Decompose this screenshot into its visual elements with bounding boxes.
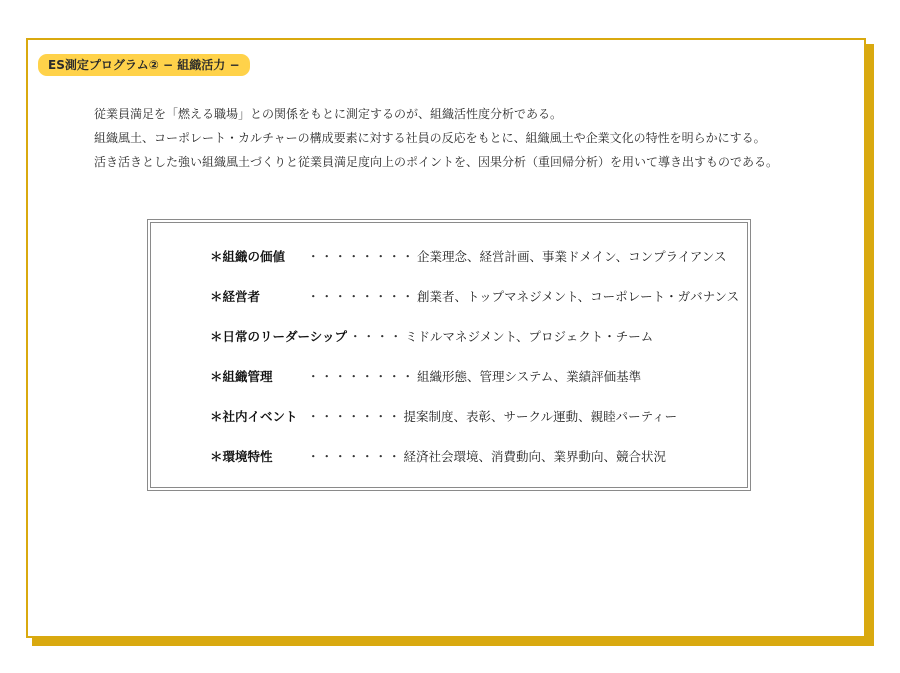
factor-list: [210, 245, 740, 485]
leader-dots: ・・・・: [349, 329, 404, 344]
factor-label: ＊日常のリーダーシップ: [210, 329, 348, 344]
factor-item-daily-leadership: [210, 325, 730, 365]
intro-text: [94, 102, 834, 174]
leader-dots: ・・・・・・・・: [307, 289, 416, 304]
factor-description: 経済社会環境、消費動向、業界動向、競合状況: [403, 449, 667, 464]
factor-item-organization-value: [210, 245, 730, 285]
factor-label: ＊経営者: [210, 289, 261, 304]
factor-item-environment: [210, 445, 730, 485]
factor-description: 創業者、トップマネジメント、コーポレート・ガバナンス: [417, 289, 740, 304]
factor-description: ミドルマネジメント、プロジェクト・チーム: [405, 329, 654, 344]
intro-line: 従業員満足を「燃える職場」との関係をもとに測定するのが、組織活性度分析である。: [94, 107, 563, 121]
leader-dots: ・・・・・・・・: [307, 249, 416, 264]
factor-label: ＊社内イベント: [210, 409, 298, 424]
leader-dots: ・・・・・・・: [307, 409, 402, 424]
intro-line: 活き活きとした強い組織風土づくりと従業員満足度向上のポイントを、因果分析（重回帰分析）を用いて導き出すものである。: [94, 155, 779, 169]
factor-item-executive: [210, 285, 740, 325]
leader-dots: ・・・・・・・: [307, 449, 402, 464]
factor-label: ＊組織の価値: [210, 249, 286, 264]
factor-description: 企業理念、経営計画、事業ドメイン、コンプライアンス: [417, 249, 727, 264]
factor-description: 組織形態、管理システム、業績評価基準: [417, 369, 642, 384]
section-title-badge: ES測定プログラム② − 組織活力 −: [38, 54, 250, 76]
factor-item-organization-management: [210, 365, 730, 405]
factor-label: ＊環境特性: [210, 449, 273, 464]
factor-description: 提案制度、表彰、サークル運動、親睦パーティー: [403, 409, 678, 424]
leader-dots: ・・・・・・・・: [307, 369, 416, 384]
intro-line: 組織風土、コーポレート・カルチャーの構成要素に対する社員の反応をもとに、組織風土や企業文化の特性を明らかにする。: [94, 131, 766, 145]
factor-item-internal-events: [210, 405, 730, 445]
factor-label: ＊組織管理: [210, 369, 273, 384]
